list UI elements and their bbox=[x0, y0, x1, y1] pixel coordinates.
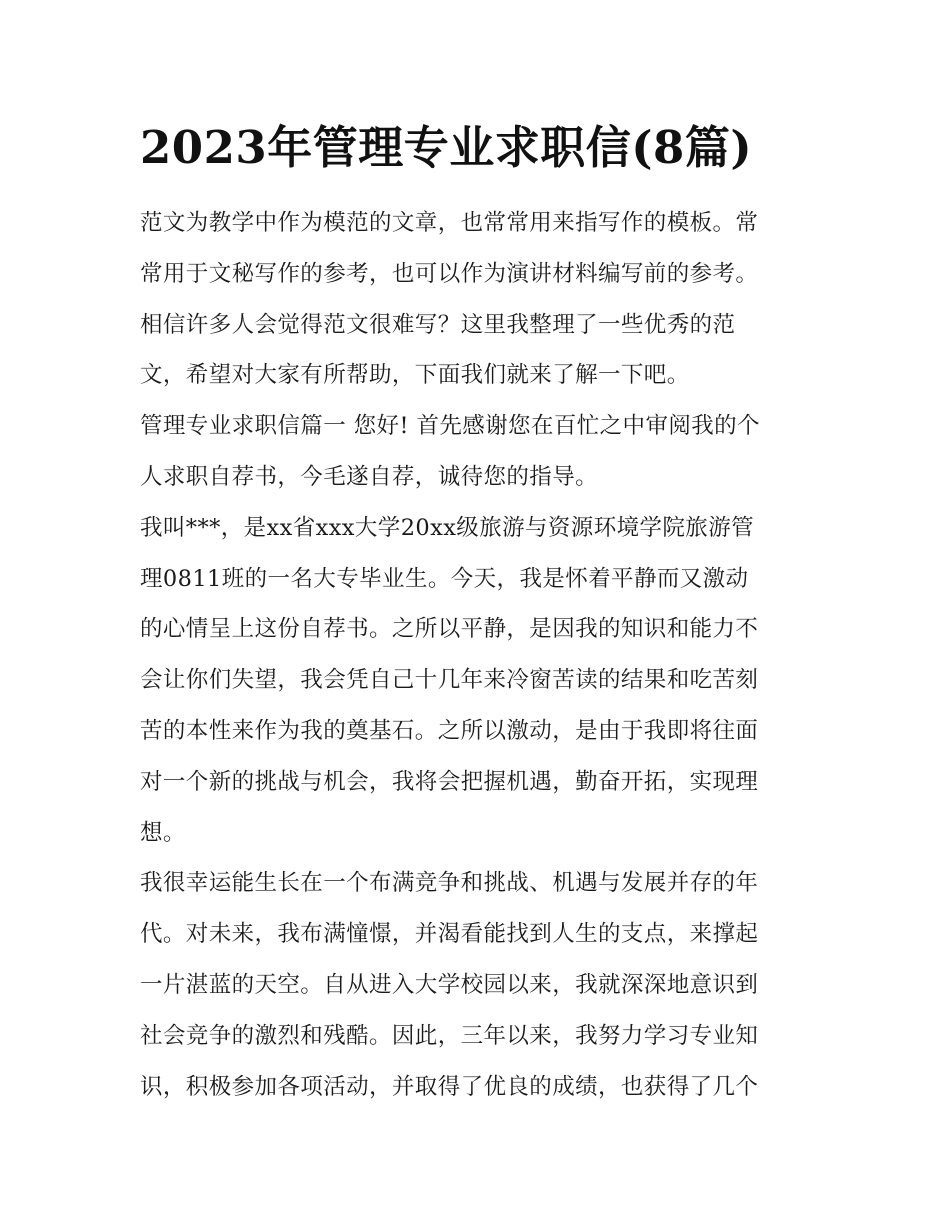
text-line: 的心情呈上这份自荐书。之所以平静，是因我的知识和能力不 bbox=[140, 616, 759, 643]
text-line: 范文为教学中作为模范的文章，也常常用来指写作的模板。常 bbox=[140, 210, 759, 236]
text-line: 相信许多人会觉得范文很难写？这里我整理了一些优秀的范 bbox=[140, 311, 736, 338]
text-line: 常用于文秘写作的参考，也可以作为演讲材料编写前的参考。 bbox=[140, 260, 759, 287]
text-line: 对一个新的挑战与机会，我将会把握机遇，勤奋开拓，实现理 bbox=[140, 768, 759, 795]
text-line: 会让你们失望，我会凭自己十几年来冷窗苦读的结果和吃苦刻 bbox=[140, 667, 759, 694]
document-body bbox=[140, 198, 820, 1112]
text-line: 我很幸运能生长在一个布满竞争和挑战、机遇与发展并存的年 bbox=[140, 870, 759, 897]
text-line: 人求职自荐书，今毛遂自荐，诚待您的指导。 bbox=[140, 463, 599, 490]
text-line: 苦的本性来作为我的奠基石。之所以激动，是由于我即将往面 bbox=[140, 717, 759, 744]
text-line: 识，积极参加各项活动，并取得了优良的成绩，也获得了几个 bbox=[140, 1073, 759, 1100]
text-line: 管理专业求职信篇一 您好! 首先感谢您在百忙之中审阅我的个 bbox=[140, 413, 760, 440]
document-title: 2023年管理专业求职信(8篇) bbox=[140, 121, 753, 174]
paragraph-experience bbox=[140, 858, 820, 1112]
paragraph-self-introduction bbox=[140, 503, 820, 859]
text-line: 社会竞争的激烈和残酷。因此，三年以来，我努力学习专业知 bbox=[140, 1022, 759, 1049]
paragraph-greeting bbox=[140, 401, 820, 503]
text-line: 一片湛蓝的天空。自从进入大学校园以来，我就深深地意识到 bbox=[140, 971, 759, 998]
text-line: 我叫***，是xx省xxx大学20xx级旅游与资源环境学院旅游管 bbox=[140, 514, 755, 541]
paragraph-intro bbox=[140, 198, 820, 401]
text-line: 理0811班的一名大专毕业生。今天，我是怀着平静而又激动 bbox=[140, 565, 749, 592]
text-line: 代。对未来，我布满憧憬，并渴看能找到人生的支点，来撑起 bbox=[140, 921, 759, 948]
text-line: 文，希望对大家有所帮助，下面我们就来了解一下吧。 bbox=[140, 362, 690, 389]
text-line: 想。 bbox=[140, 819, 186, 846]
